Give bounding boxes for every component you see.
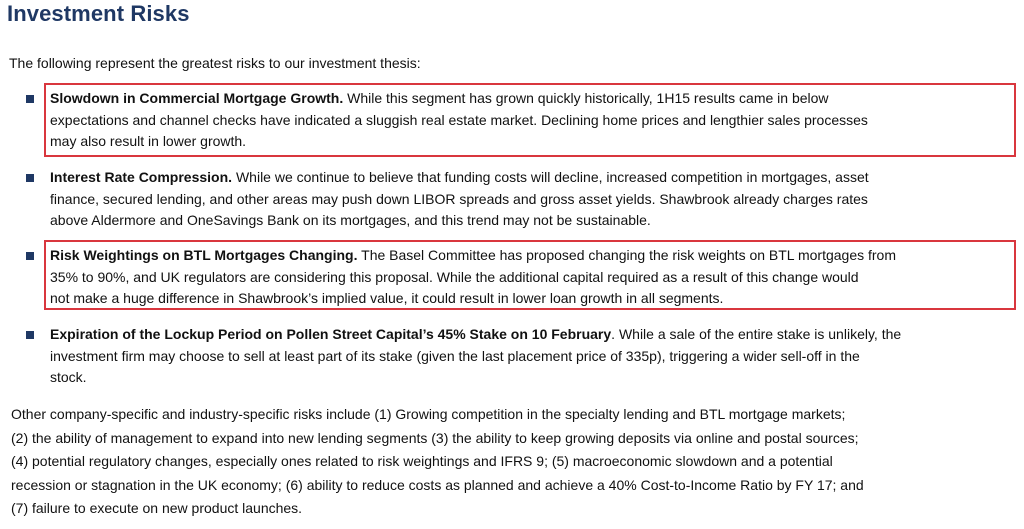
summary-line: (4) potential regulatory changes, especially ones related to risk weightings and IFRS 9; (5) macroeconomic slowdown and a potential [11, 453, 833, 470]
risk-line [50, 167, 1010, 189]
risk-line [50, 88, 1010, 110]
square-bullet-icon [26, 331, 34, 339]
risk-heading: Interest Rate Compression. [50, 169, 233, 185]
risk-line-text: The Basel Committee has proposed changing the risk weights on BTL mortgages from [357, 247, 896, 263]
summary-line: (2) the ability of management to expand into new lending segments (3) the ability to keep growing deposits via online and postal sources; [11, 429, 859, 446]
summary-line: (7) failure to execute on new product launches. [11, 500, 303, 517]
risk-line: 35% to 90%, and UK regulators are considering this proposal. While the additional capital required as a result of this change would [50, 268, 859, 285]
square-bullet-icon [26, 252, 34, 260]
risk-text [50, 88, 1010, 153]
risk-line: expectations and channel checks have indicated a sluggish real estate market. Declining home prices and lengthier sales processes [50, 111, 868, 128]
risk-text [50, 245, 1010, 310]
square-bullet-icon [26, 174, 34, 182]
risk-heading: Risk Weightings on BTL Mortgages Changing. [50, 247, 358, 263]
risk-line-text: . While a sale of the entire stake is unlikely, the [611, 326, 902, 342]
risk-text [50, 167, 1010, 232]
risk-text [50, 324, 1010, 389]
risk-line: finance, secured lending, and other areas may push down LIBOR spreads and gross asset yields. Shawbrook already charges rates [50, 190, 868, 207]
section-title: Investment Risks [7, 1, 190, 26]
risk-line: investment firm may choose to sell at least part of its stake (given the last placement price of 335p), triggering a wider sell-off in the [50, 347, 860, 364]
risk-line: may also result in lower growth. [50, 133, 247, 149]
risk-line-text: While this segment has grown quickly historically, 1H15 results came in below [343, 90, 829, 106]
risk-line [50, 324, 1010, 346]
risk-line [50, 245, 1010, 267]
risk-line: above Aldermore and OneSavings Bank on its mortgages, and this trend may not be sustainable. [50, 212, 651, 228]
intro-text: The following represent the greatest risks to our investment thesis: [9, 55, 421, 71]
risk-line: stock. [50, 369, 87, 385]
risk-line-text: While we continue to believe that funding costs will decline, increased competition in mortgages, asset [232, 169, 869, 185]
risk-heading: Slowdown in Commercial Mortgage Growth. [50, 90, 344, 106]
square-bullet-icon [26, 95, 34, 103]
risk-line: not make a huge difference in Shawbrook’s implied value, it could result in lower loan growth in all segments. [50, 290, 724, 306]
summary-line: Other company-specific and industry-specific risks include (1) Growing competition in the specialty lending and BTL mortgage markets; [11, 406, 846, 422]
summary-line: recession or stagnation in the UK economy; (6) ability to reduce costs as planned and achieve a 40% Cost-to-Income Ratio by FY 17; and [11, 476, 864, 493]
risk-heading: Expiration of the Lockup Period on Pollen Street Capital’s 45% Stake on 10 February [50, 326, 612, 342]
summary-paragraph [11, 403, 1016, 521]
